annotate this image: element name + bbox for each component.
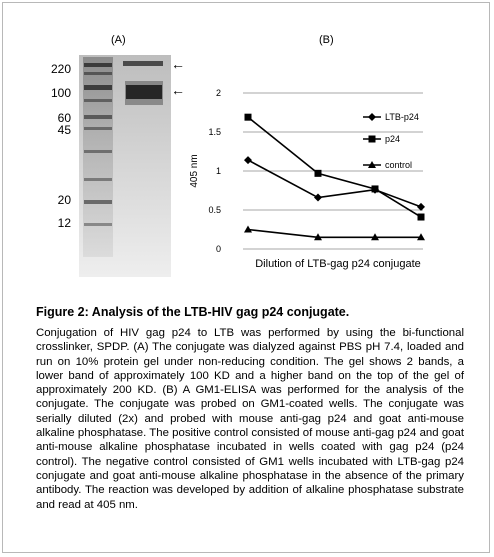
data-point-p24 bbox=[372, 185, 379, 192]
y-tick-label: 0 bbox=[215, 244, 221, 254]
data-point-p24 bbox=[418, 214, 425, 221]
gel-marker-60: 60 bbox=[57, 111, 71, 125]
y-tick-label: 1.5 bbox=[208, 127, 221, 137]
y-tick-label: 0.5 bbox=[208, 205, 221, 215]
gel-marker-20: 20 bbox=[57, 193, 71, 207]
figure-caption: Conjugation of HIV gag p24 to LTB was performed by using the bi-functional crosslinker, SPDP. (A) The conjugate was dialyzed against PBS pH 7.4, loaded and run on 10% protein gel under non-reducing condition. The gel shows 2 bands, a lower band of approximately 100 KD and a higher band on the top of the gel of approximately 200 KD. (B) A GM1-ELISA was performed for the analysis of the conjugate. The conjugate was probed on GM1-coated wells. The conjugate was serially diluted (2x) and probed with mouse anti-gag p24 and goat anti-mouse alkaline phosphatase. The positive control consisted of mouse anti-gag p24 and goat anti-mouse alkaline phosphatase incubated in wells coated with gag p24 (p24 control). The negative control consisted of GM1 wells incubated with LTB-gag p24 conjugate and goat anti-mouse alkaline phosphatase in the absence of the primary antibody. The reaction was developed by addition of alkaline phosphatase substrate and read at 405 nm. bbox=[36, 327, 464, 511]
data-point-p24 bbox=[245, 114, 252, 121]
panel-b-label: (B) bbox=[319, 34, 334, 46]
legend-label-p24: p24 bbox=[385, 134, 401, 144]
y-tick-label: 2 bbox=[215, 88, 221, 98]
data-point-p24 bbox=[315, 170, 322, 177]
y-axis-label: 405 nm bbox=[189, 154, 200, 188]
gel-marker-220: 220 bbox=[50, 62, 71, 76]
legend-label-ltb-p24: LTB-p24 bbox=[385, 112, 419, 122]
legend-label-control: control bbox=[385, 160, 413, 170]
figure-frame bbox=[2, 2, 490, 553]
elisa-line-chart bbox=[183, 83, 463, 278]
gel-image bbox=[79, 55, 171, 277]
gel-marker-45: 45 bbox=[57, 123, 71, 137]
data-point-control bbox=[244, 226, 252, 233]
figure-title: Figure 2: Analysis of the LTB-HIV gag p24 conjugate. bbox=[36, 305, 350, 319]
gel-marker-12: 12 bbox=[57, 216, 71, 230]
series-line-control bbox=[248, 230, 421, 238]
y-tick-label: 1 bbox=[215, 166, 221, 176]
data-point-ltb-p24 bbox=[314, 194, 322, 202]
x-axis-label: Dilution of LTB-gag p24 conjugate bbox=[255, 258, 421, 270]
gel-marker-100: 100 bbox=[50, 86, 71, 100]
data-point-ltb-p24 bbox=[244, 156, 252, 164]
legend-marker bbox=[369, 136, 376, 143]
panel-a-label: (A) bbox=[111, 34, 126, 46]
upper-band-arrow-icon: ← bbox=[171, 56, 185, 72]
legend-marker bbox=[368, 113, 376, 121]
lower-band-arrow-icon: ← bbox=[171, 82, 185, 98]
